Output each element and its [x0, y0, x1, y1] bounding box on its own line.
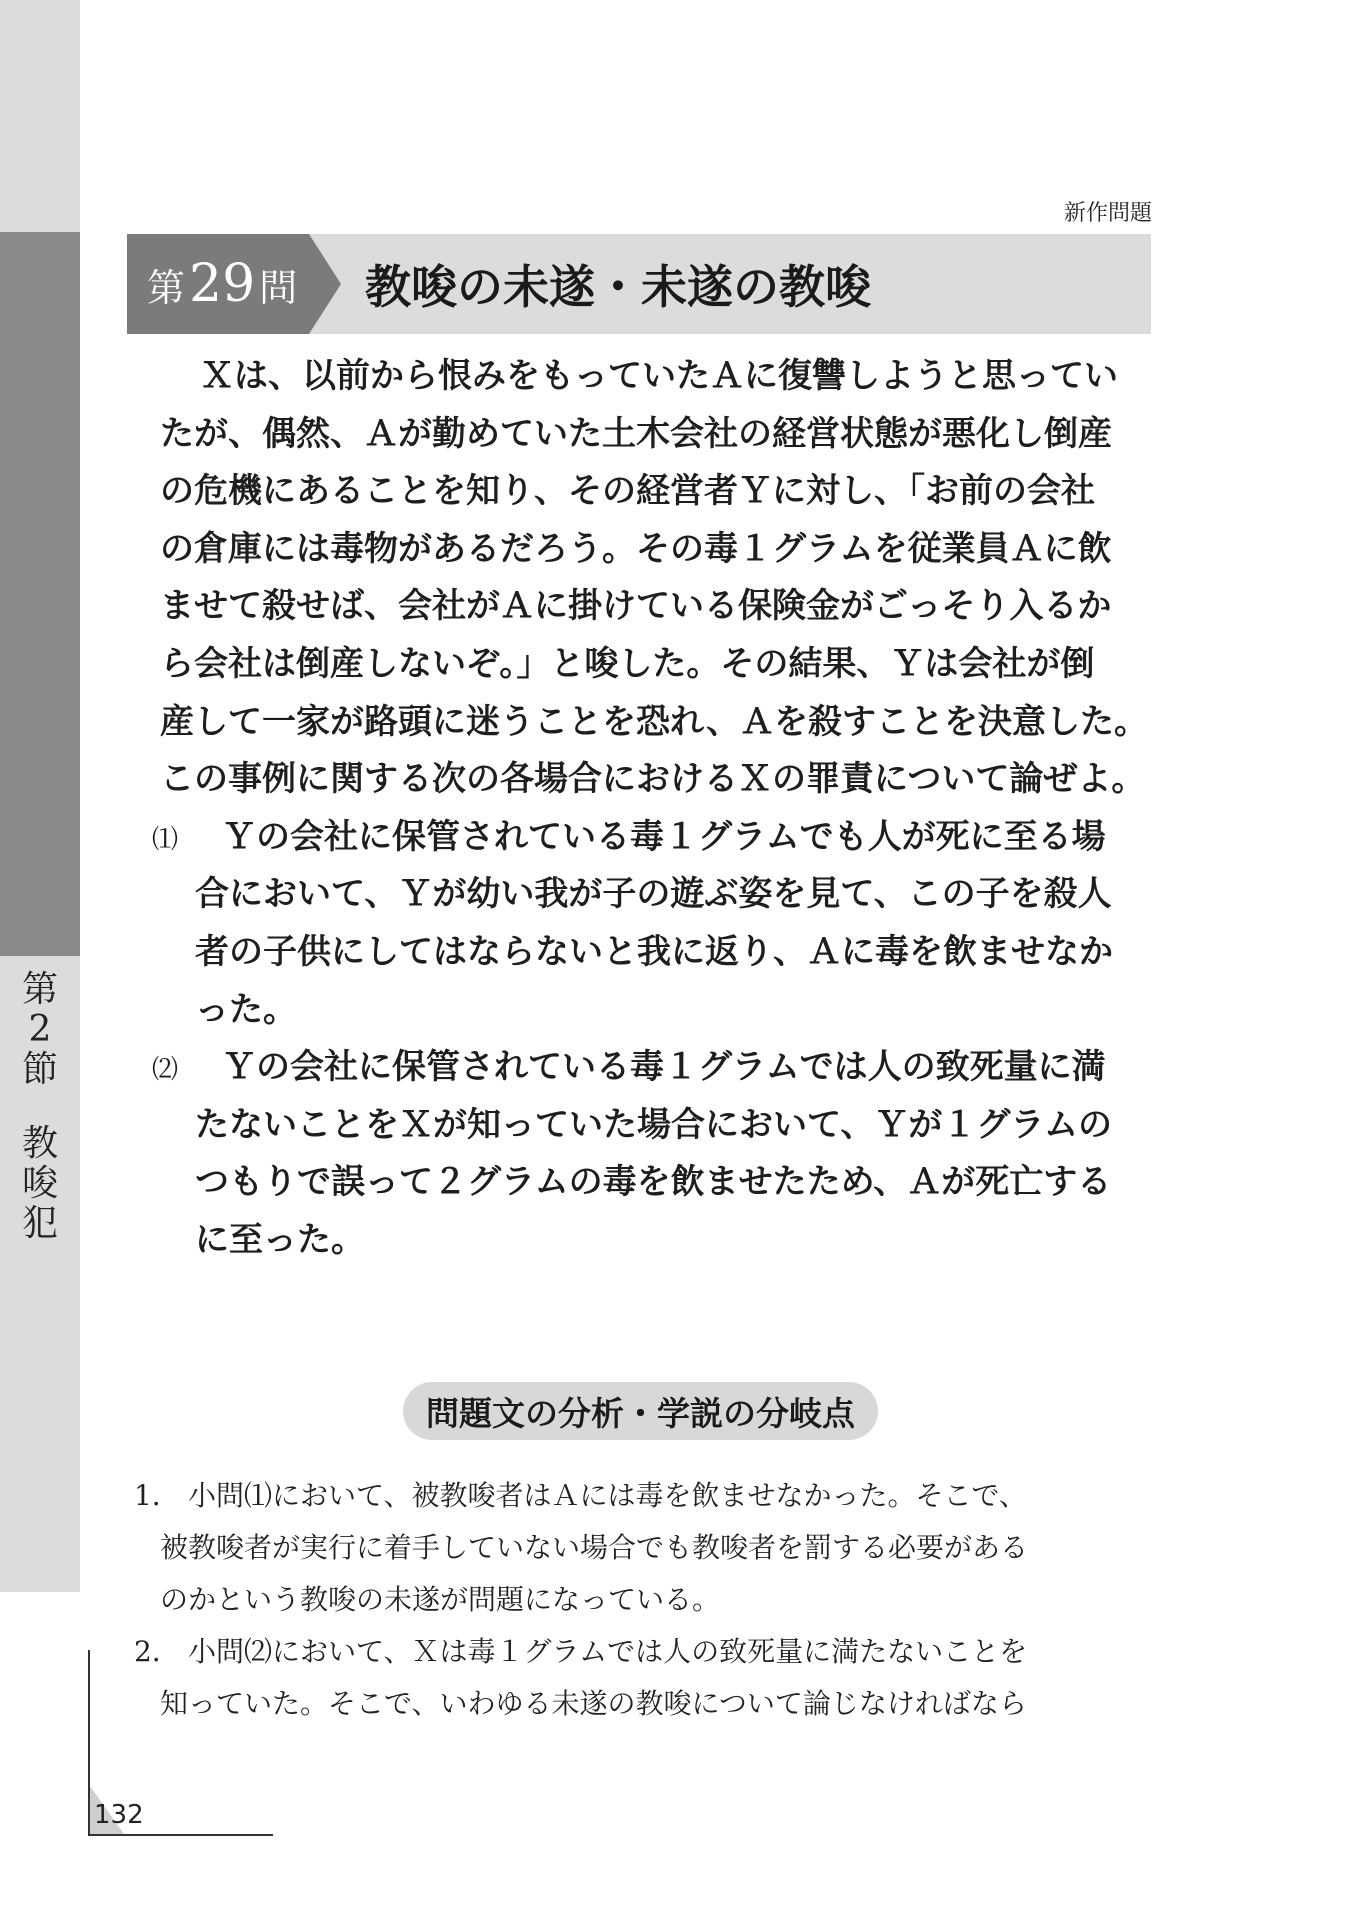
subquestion-line: Ｙの会社に保管されている毒１グラムでも人が死に至る場 — [222, 816, 1106, 857]
problem-line: の危機にあることを知り、その経営者Ｙに対し、「お前の会社 — [160, 471, 1095, 512]
subquestion-line: たないことをＸが知っていた場合において、Ｙが１グラムの — [195, 1104, 1112, 1145]
section-label-char: 第 — [21, 969, 58, 1010]
problem-line: この事例に関する次の各場合におけるＸの罪責について論ぜよ。 — [160, 759, 1146, 800]
problem-number — [127, 234, 309, 334]
analysis-item-number: 2． — [134, 1635, 180, 1668]
subquestion-1 — [152, 809, 1120, 867]
subquestion-line: に至った。 — [195, 1219, 365, 1260]
analysis-item-number: 1． — [134, 1479, 180, 1512]
footer-rule-horizontal — [88, 1834, 273, 1836]
problem-number-prefix: 第 — [147, 265, 186, 310]
title-arrow — [309, 234, 341, 334]
analysis-list — [128, 1470, 1158, 1730]
problem-line: の倉庫には毒物があるだろう。その毒１グラムを従業員Ａに飲 — [160, 528, 1112, 569]
subquestion-line: 者の子供にしてはならないと我に返り、Ａに毒を飲ませなか — [195, 931, 1113, 972]
section-label-char: 犯 — [21, 1203, 58, 1244]
problem-statement — [152, 348, 1149, 1270]
subquestion-number: ⑵ — [152, 1055, 179, 1086]
page-number: 132 — [94, 1800, 144, 1830]
new-problem-tag: 新作問題 — [1063, 201, 1152, 226]
problem-number-value: 29 — [189, 254, 256, 314]
analysis-line: 被教唆者が実行に着手していない場合でも教唆者を罰する必要がある — [160, 1531, 1029, 1564]
problem-line: たが、偶然、Ａが勤めていた土木会社の経営状態が悪化し倒産 — [160, 413, 1112, 454]
subquestion-line: った。 — [195, 989, 297, 1030]
analysis-item — [128, 1470, 1158, 1522]
section-label-char: 節 — [21, 1049, 58, 1090]
problem-number-suffix: 問 — [259, 265, 298, 310]
subquestion-number: ⑴ — [152, 824, 179, 855]
problem-line: 産して一家が路頭に迷うことを恐れ、Ａを殺すことを決意した。 — [160, 701, 1149, 742]
side-band-highlight — [0, 232, 80, 956]
subquestion-line: つもりで誤って２グラムの毒を飲ませたため、Ａが死亡する — [195, 1162, 1112, 1203]
problem-title: 教唆の未遂・未遂の教唆 — [365, 260, 871, 314]
analysis-line: 小問⑴において、被教唆者はＡには毒を飲ませなかった。そこで、 — [188, 1479, 1027, 1512]
section-label — [20, 970, 60, 1244]
subquestion-2 — [152, 1039, 1120, 1097]
problem-line: Ｘは、以前から恨みをもっていたＡに復讐しようと思ってい — [200, 356, 1118, 396]
subquestion-line: Ｙの会社に保管されている毒１グラムでは人の致死量に満 — [222, 1047, 1106, 1088]
analysis-line: 小問⑵において、Ｘは毒１グラムでは人の致死量に満たないことを — [188, 1635, 1028, 1668]
problem-line: ら会社は倒産しないぞ。」と唆した。その結果、Ｙは会社が倒 — [160, 643, 1095, 684]
title-bar — [127, 234, 1151, 334]
analysis-line: 知っていた。そこで、いわゆる未遂の教唆について論じなければなら — [160, 1687, 1027, 1720]
section-label-char: 唆 — [21, 1163, 58, 1204]
subquestion-line: 合において、Ｙが幼い我が子の遊ぶ姿を見て、この子を殺人 — [195, 874, 1112, 915]
analysis-heading: 問題文の分析・学説の分岐点 — [403, 1382, 878, 1440]
analysis-line: のかという教唆の未遂が問題になっている。 — [160, 1583, 721, 1616]
analysis-item — [128, 1626, 1158, 1678]
section-label-char: 教 — [21, 1123, 58, 1164]
section-label-char: 2 — [28, 1009, 52, 1050]
problem-line: ませて殺せば、会社がＡに掛けている保険金がごっそり入るか — [160, 586, 1112, 627]
